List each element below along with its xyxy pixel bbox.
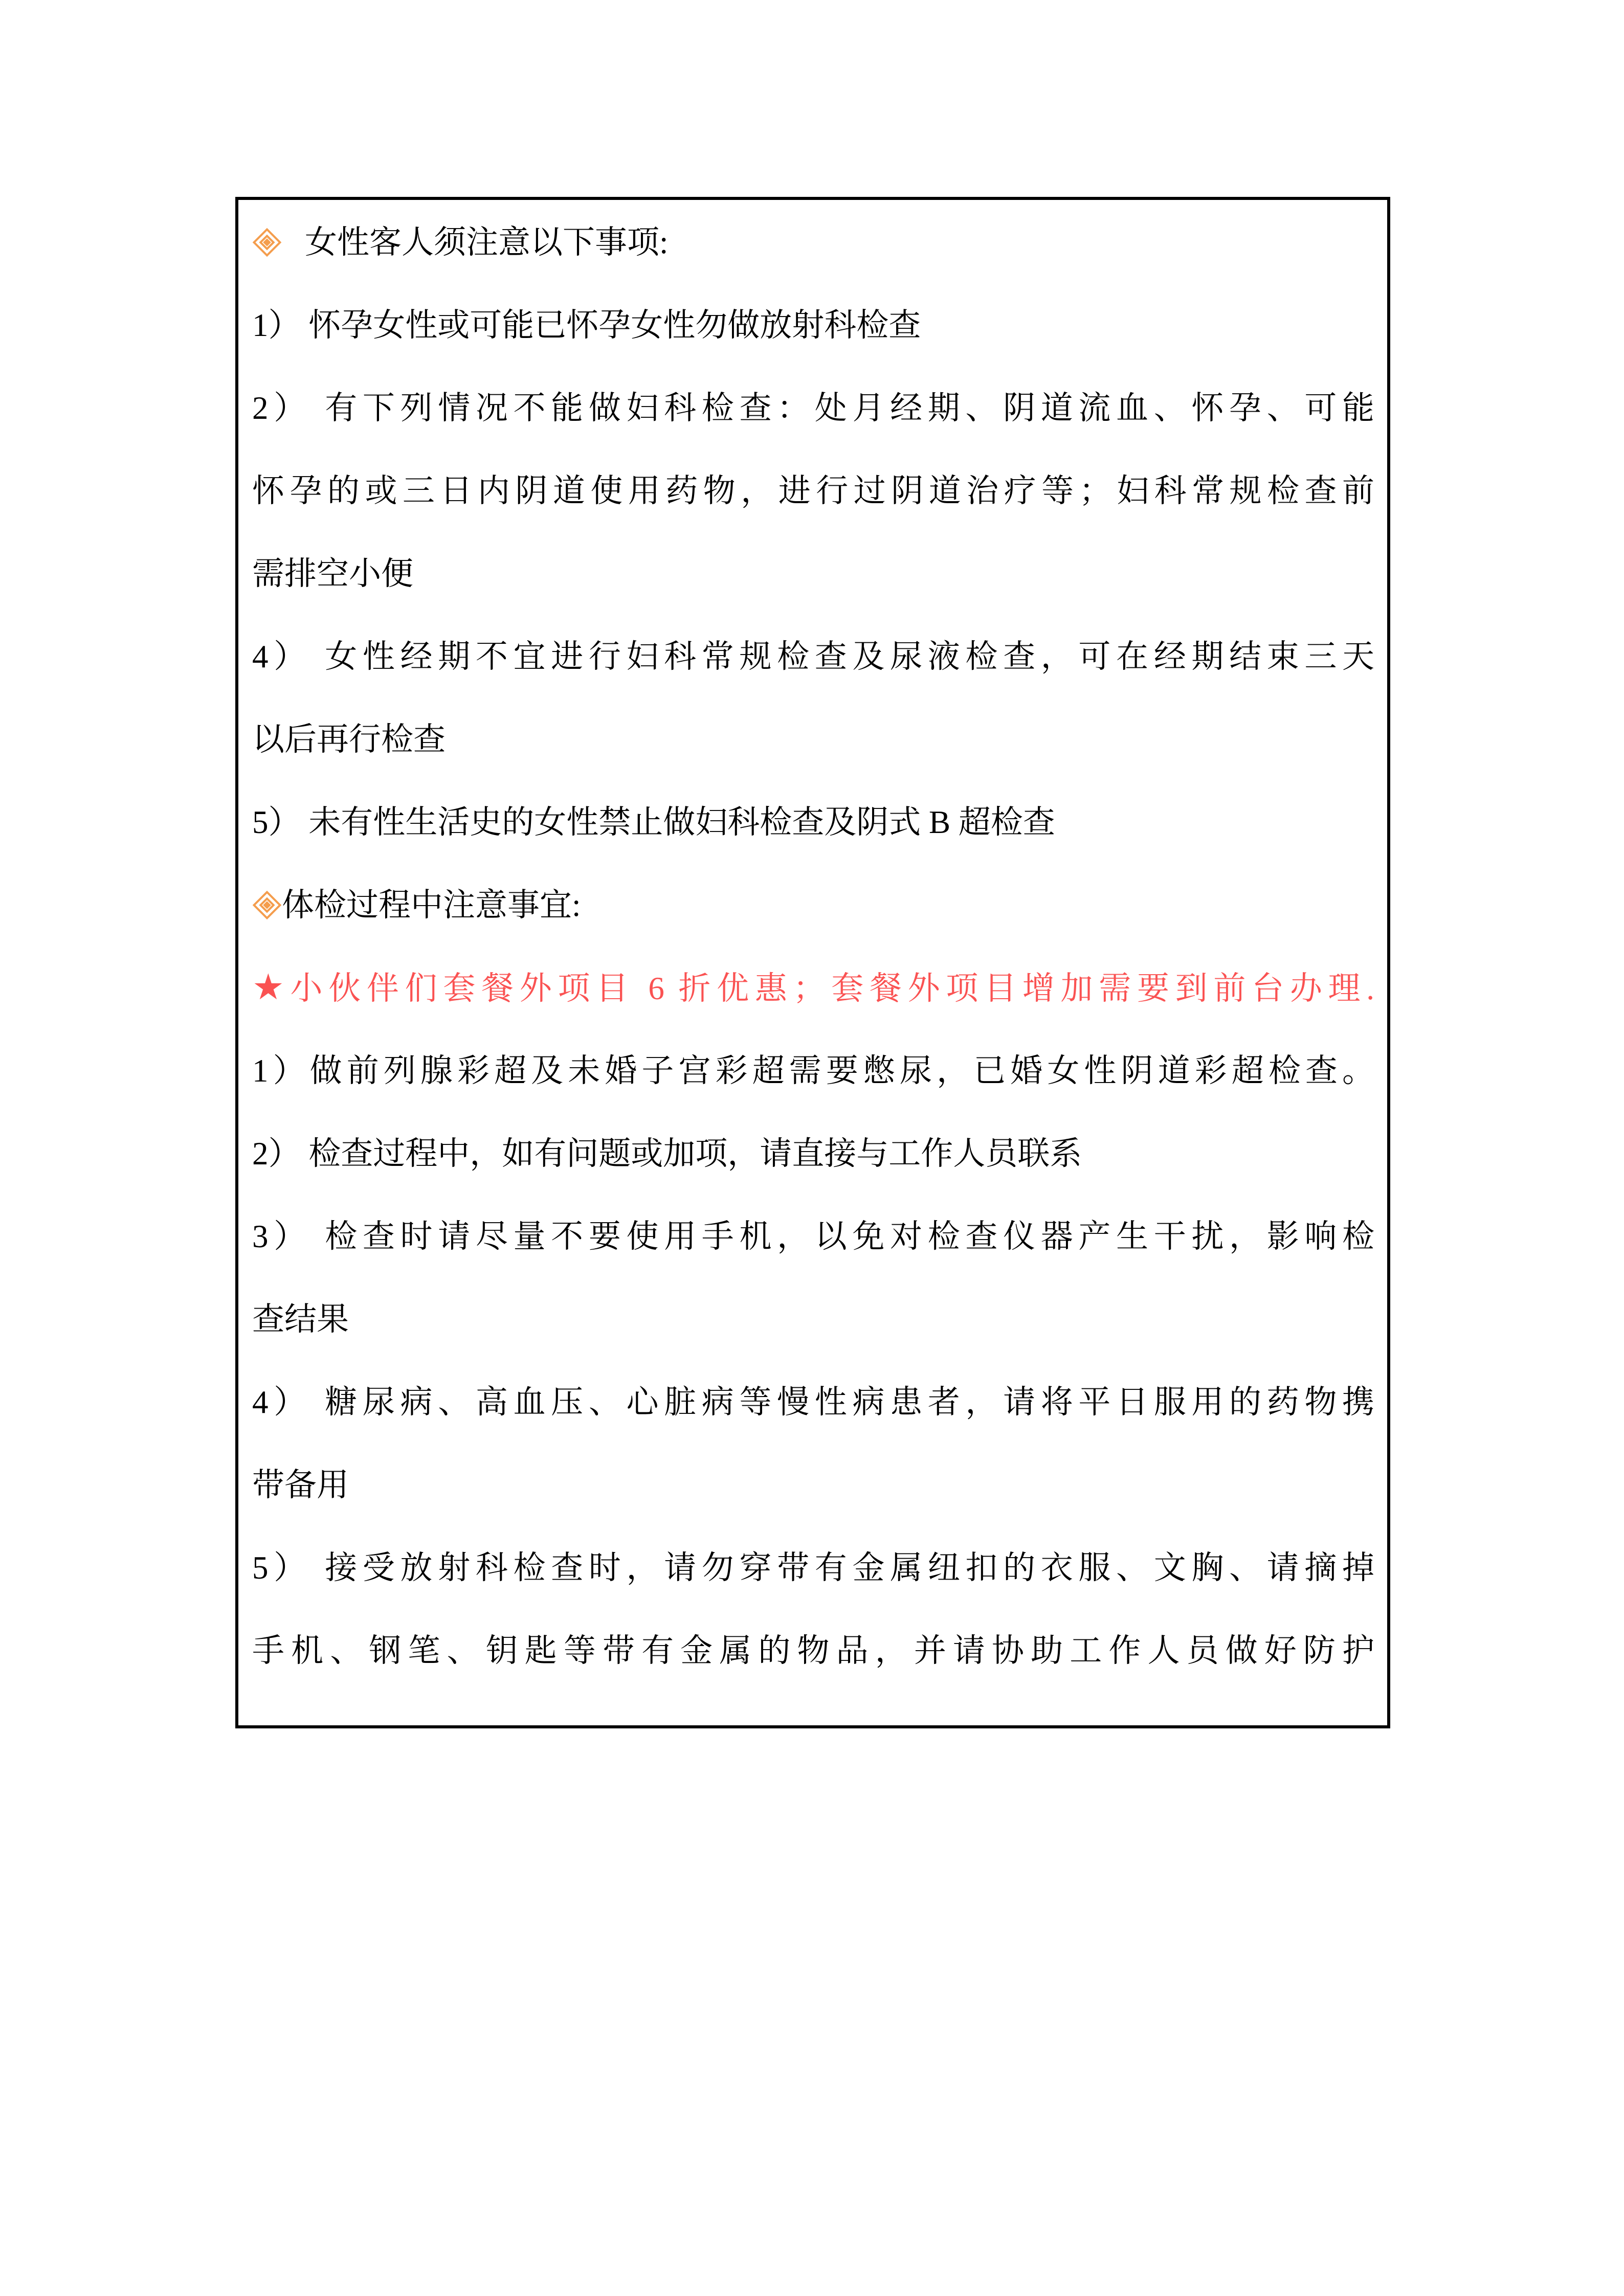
notice-line — [252, 947, 1374, 1029]
notice-line-text: 需排空小便 — [252, 556, 413, 592]
notice-line — [252, 1526, 1374, 1609]
notice-line-text: 4） 女性经期不宜进行妇科常规检查及尿液检查，可在经期结束三天 — [252, 639, 1374, 674]
notice-line — [252, 1361, 1374, 1444]
notice-line-text: 2） 有下列情况不能做妇科检查：处月经期、阴道流血、怀孕、可能 — [252, 390, 1374, 426]
notice-line — [252, 367, 1374, 449]
notice-line-text: 女性客人须注意以下事项: — [305, 224, 669, 260]
notice-line-text: 手机、钢笔、钥匙等带有金属的物品，并请协助工作人员做好防护 — [252, 1633, 1374, 1669]
notice-line-text: 2） 检查过程中，如有问题或加项，请直接与工作人员联系 — [252, 1136, 1082, 1172]
notice-line — [252, 532, 1374, 615]
notice-line — [252, 1444, 1374, 1526]
notice-line — [252, 698, 1374, 781]
notice-line — [252, 284, 1374, 367]
notice-line-text: 以后再行检查 — [252, 722, 446, 757]
notice-line — [252, 1195, 1374, 1278]
notice-line-text: 体检过程中注意事宜: — [282, 887, 581, 923]
notice-line — [252, 781, 1374, 864]
notice-line-text: 怀孕的或三日内阴道使用药物，进行过阴道治疗等；妇科常规检查前 — [252, 473, 1374, 509]
notice-line-text: 小伙伴们套餐外项目 6 折优惠；套餐外项目增加需要到前台办理. — [290, 971, 1375, 1006]
notice-line-text: 1）做前列腺彩超及未婚子宫彩超需要憋尿，已婚女性阴道彩超检查。 — [252, 1053, 1374, 1089]
notice-line-text: 5） 接受放射科检查时，请勿穿带有金属纽扣的衣服、文胸、请摘掉 — [252, 1550, 1374, 1586]
notice-line — [252, 1029, 1374, 1112]
diamond-bullet-icon — [252, 890, 282, 920]
notice-line — [252, 201, 1374, 284]
notice-line-text: 3） 检查时请尽量不要使用手机，以免对检查仪器产生干扰，影响检 — [252, 1219, 1374, 1254]
notice-line — [252, 615, 1374, 698]
notice-line-text: 1） 怀孕女性或可能已怀孕女性勿做放射科检查 — [252, 307, 921, 343]
notice-line — [252, 1278, 1374, 1361]
notice-line — [252, 1609, 1374, 1692]
notice-line-text: 4） 糖尿病、高血压、心脏病等慢性病患者，请将平日服用的药物携 — [252, 1384, 1374, 1420]
notice-line-text: 带备用 — [252, 1467, 349, 1503]
star-icon: ★ — [252, 968, 291, 1007]
diamond-bullet-icon — [252, 228, 282, 257]
notice-line-text: 5） 未有性生活史的女性禁止做妇科检查及阴式 B 超检查 — [252, 804, 1055, 840]
notice-line-text: 查结果 — [252, 1301, 349, 1337]
notice-line — [252, 449, 1374, 532]
notice-box — [235, 197, 1390, 1728]
notice-line — [252, 1112, 1374, 1195]
notice-line — [252, 864, 1374, 947]
